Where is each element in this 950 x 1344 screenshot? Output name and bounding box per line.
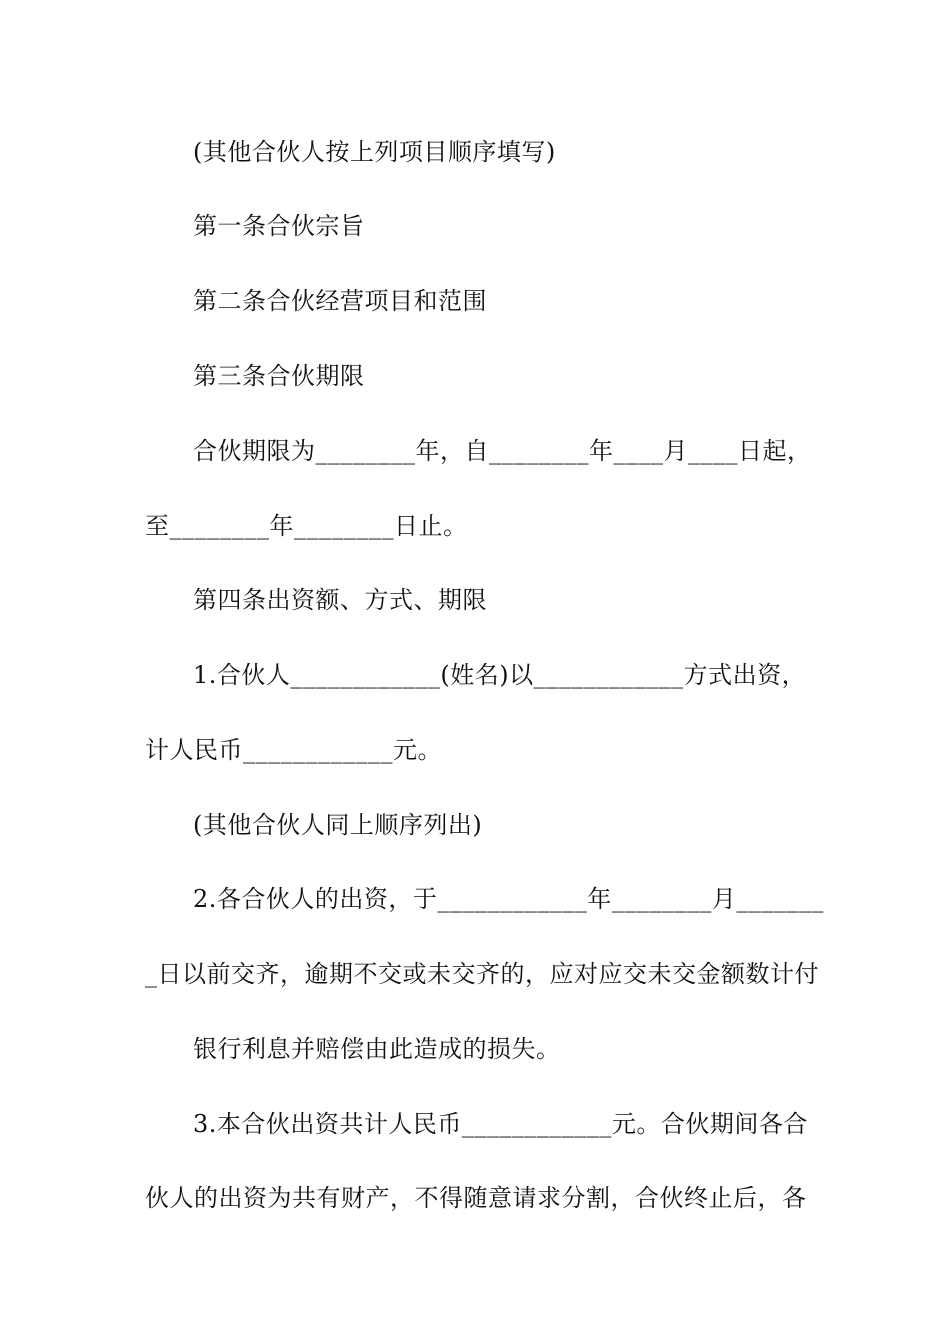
clause-3-line-2: 伙人的出资为共有财产，不得随意请求分割，合伙终止后，各 xyxy=(145,1184,807,1212)
clause-2-line-3: 银行利息并赔偿由此造成的损失。 xyxy=(193,1035,561,1063)
article-4-heading: 第四条出资额、方式、期限 xyxy=(193,586,487,614)
article-3-heading: 第三条合伙期限 xyxy=(193,362,365,390)
clause-2-line-1: 2.各合伙人的出资，于____________年________月_______ xyxy=(193,885,824,913)
clause-1-line-1: 1.合伙人____________(姓名)以____________方式出资， xyxy=(193,661,807,689)
article-2-heading: 第二条合伙经营项目和范围 xyxy=(193,287,487,315)
clause-3-line-1: 3.本合伙出资共计人民币____________元。合伙期间各合 xyxy=(193,1110,808,1138)
clause-1-line-2: 计人民币____________元。 xyxy=(145,736,442,764)
term-sentence-line-1: 合伙期限为________年，自________年____月____日起， xyxy=(193,437,812,465)
clause-2-line-2: _日以前交齐，逾期不交或未交齐的，应对应交未交金额数计付 xyxy=(145,960,819,988)
article-1-heading: 第一条合伙宗旨 xyxy=(193,212,365,240)
paragraph-note-fill-order: (其他合伙人按上列项目顺序填写) xyxy=(193,138,556,166)
term-sentence-line-2: 至________年________日止。 xyxy=(145,512,468,540)
paragraph-note-other-partners: (其他合伙人同上顺序列出) xyxy=(193,811,483,839)
